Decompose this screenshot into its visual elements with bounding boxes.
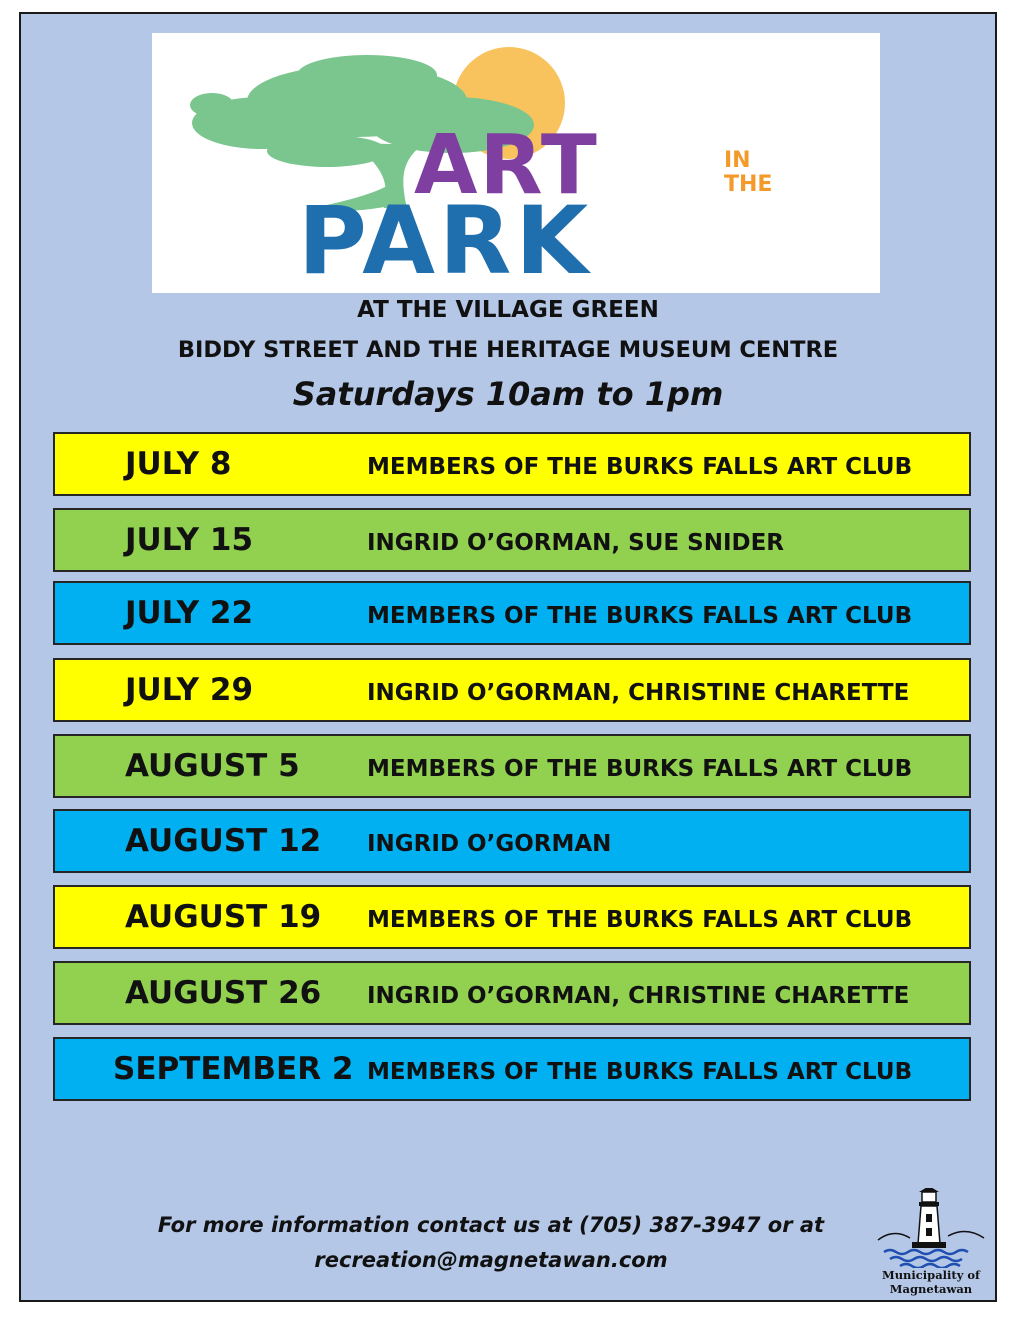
contact-phone-line: For more information contact us at (705) 387-3947 or at bbox=[157, 1213, 825, 1237]
schedule-artist: MEMBERS OF THE BURKS FALLS ART CLUB bbox=[367, 756, 913, 782]
location-line-2: BIDDY STREET AND THE HERITAGE MUSEUM CENTRE bbox=[177, 337, 839, 363]
schedule-artist: INGRID O’GORMAN bbox=[367, 831, 612, 857]
schedule-artist: MEMBERS OF THE BURKS FALLS ART CLUB bbox=[367, 1059, 913, 1085]
municipality-logo bbox=[876, 1188, 986, 1300]
poster bbox=[19, 12, 997, 1302]
logo-word-art: ART bbox=[414, 118, 599, 213]
schedule-artist: MEMBERS OF THE BURKS FALLS ART CLUB bbox=[367, 603, 913, 629]
logo-word-the: THE bbox=[724, 172, 773, 197]
schedule-row bbox=[53, 581, 971, 645]
contact-info bbox=[81, 1208, 901, 1278]
logo-graphic bbox=[152, 33, 880, 293]
schedule-date: JULY 8 bbox=[125, 446, 232, 482]
schedule-row bbox=[53, 809, 971, 873]
schedule-artist: INGRID O’GORMAN, CHRISTINE CHARETTE bbox=[367, 983, 910, 1009]
schedule-date: JULY 15 bbox=[125, 522, 254, 558]
schedule-date: AUGUST 26 bbox=[125, 975, 322, 1011]
schedule-artist: INGRID O’GORMAN, SUE SNIDER bbox=[367, 530, 785, 556]
location-line-1: AT THE VILLAGE GREEN bbox=[357, 297, 659, 323]
logo-word-park: PARK bbox=[298, 187, 593, 293]
schedule-artist: INGRID O’GORMAN, CHRISTINE CHARETTE bbox=[367, 680, 910, 706]
contact-email: recreation@magnetawan.com bbox=[314, 1248, 668, 1272]
logo-word-in: IN bbox=[724, 148, 751, 173]
schedule-date: JULY 22 bbox=[125, 595, 254, 631]
municipality-line-2: Magnetawan bbox=[889, 1282, 973, 1296]
schedule-date: AUGUST 5 bbox=[125, 748, 300, 784]
municipality-line-1: Municipality of bbox=[881, 1268, 981, 1282]
schedule-row bbox=[53, 432, 971, 496]
schedule-row bbox=[53, 658, 971, 722]
schedule-row bbox=[53, 508, 971, 572]
schedule-date: JULY 29 bbox=[125, 672, 254, 708]
event-hours: Saturdays 10am to 1pm bbox=[292, 375, 724, 413]
schedule-row bbox=[53, 885, 971, 949]
schedule-row bbox=[53, 734, 971, 798]
art-in-the-park-logo bbox=[152, 33, 880, 293]
schedule-date: AUGUST 19 bbox=[125, 899, 322, 935]
lighthouse-icon bbox=[876, 1188, 986, 1268]
schedule-date: AUGUST 12 bbox=[125, 823, 322, 859]
municipality-name bbox=[876, 1268, 986, 1296]
schedule-row bbox=[53, 1037, 971, 1101]
schedule-artist: MEMBERS OF THE BURKS FALLS ART CLUB bbox=[367, 454, 913, 480]
schedule-row bbox=[53, 961, 971, 1025]
schedule-artist: MEMBERS OF THE BURKS FALLS ART CLUB bbox=[367, 907, 913, 933]
schedule-date: SEPTEMBER 2 bbox=[113, 1051, 354, 1087]
